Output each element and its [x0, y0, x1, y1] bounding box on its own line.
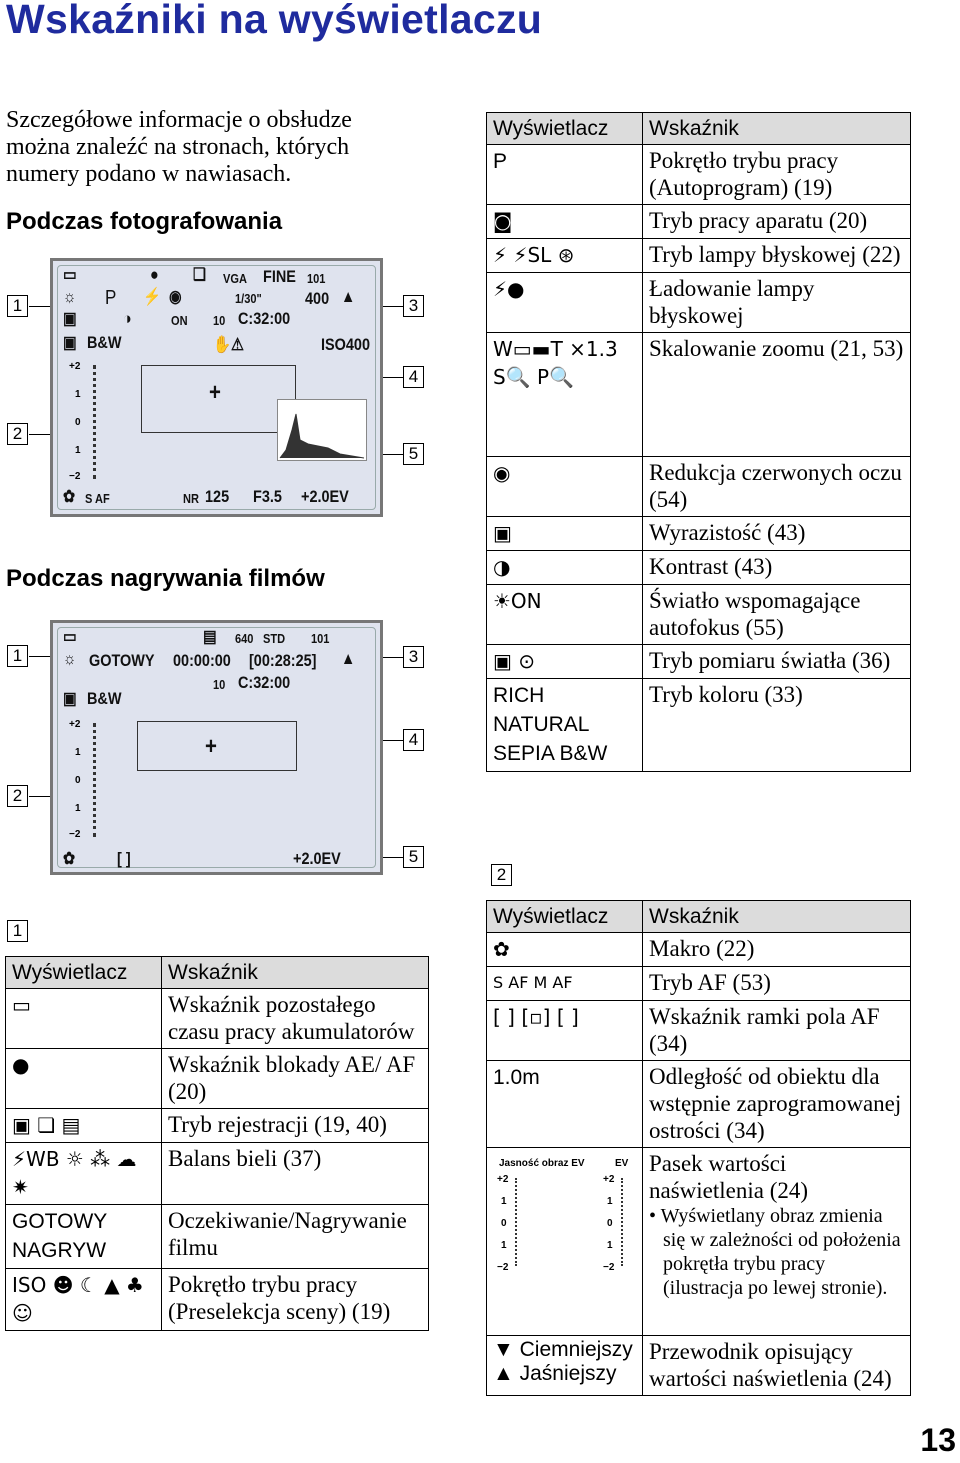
movie-quality: STD: [263, 631, 286, 646]
table-row: Jasność obraz EV EV +2 1 0 1 −2 +2 1 0 1 −2 Pasek wartości naświetlenia (24) • Wyświetlany obraz zmienia się w zależności od położenia pokrętła trybu pracy (ilustracja po lewej stronie).: [487, 1148, 911, 1336]
self-timer: 10: [213, 313, 226, 328]
battery-icon: ▭: [6, 989, 162, 1049]
camera-icon: ◙: [487, 205, 643, 239]
table-row: RICH NATURAL SEPIA B&W Tryb koloru (33): [487, 679, 911, 772]
table-row: ⚡WB ☼ ⁂ ☁ ✷ Balans bieli (37): [6, 1143, 429, 1205]
note-bullet: • Wyświetlany obraz zmienia się w zależności od położenia pokrętła trybu pracy (ilustracja po lewej stronie).: [649, 1205, 901, 1299]
table-row: ▭ Wskaźnik pozostałego czasu pracy akumulatorów: [6, 989, 429, 1049]
table-row: ◙ Tryb pracy aparatu (20): [487, 205, 911, 239]
page-title: Wskaźniki na wyświetlaczu: [6, 0, 543, 42]
recording-time: 00:00:00: [173, 651, 231, 670]
contrast-icon: ◑: [487, 551, 643, 585]
ev-scale-left: +2 1 0 1 −2: [497, 1174, 527, 1270]
table-row: ◉ Redukcja czerwonych oczu (54): [487, 457, 911, 517]
table-row: [ ] [▫] [ ] Wskaźnik ramki pola AF (34): [487, 1001, 911, 1061]
callout-3: 3: [403, 646, 424, 668]
iso-value: ISO400: [321, 335, 371, 354]
time-remaining: [00:28:25]: [249, 651, 317, 670]
af-illuminator-icon: ☀ON: [487, 585, 643, 645]
folder-number: 101: [307, 271, 326, 286]
col-display: Wyświetlacz: [6, 957, 162, 989]
speed-value: 125: [205, 487, 230, 506]
white-balance-icon: ⚡WB ☼ ⁂ ☁ ✷: [6, 1143, 162, 1205]
table-row: ▣ Wyrazistość (43): [487, 517, 911, 551]
callout-5: 5: [403, 846, 424, 868]
callout-2: 2: [7, 785, 28, 807]
table2-label: 2: [491, 864, 512, 886]
af-cross: +: [205, 733, 217, 760]
col-indicator: Wskaźnik: [643, 113, 911, 145]
flash-icon: ⚡ ⚡SL ⊛: [487, 239, 643, 273]
table-row: ● Wskaźnik blokady AE/ AF (20): [6, 1049, 429, 1109]
table-row: 1.0m Odległość od obiektu dla wstępnie zaprogramowanej ostrości (34): [487, 1061, 911, 1148]
table-row: P Pokrętło trybu pracy (Autoprogram) (19): [487, 145, 911, 205]
af-frame: [137, 721, 297, 771]
shutter-speed: 1/30": [235, 291, 262, 306]
white-balance-icon: ☼: [63, 649, 77, 668]
recording-mode-icon: ▣ ❏ ▤: [6, 1109, 162, 1143]
ev-bar-illustration: Jasność obraz EV EV +2 1 0 1 −2 +2 1 0 1 −2: [487, 1148, 643, 1336]
callout-4: 4: [403, 729, 424, 751]
callout-1: 1: [7, 645, 28, 667]
mode-p: P: [105, 287, 117, 309]
table-right-1: [486, 112, 911, 772]
red-eye-icon: ◉: [169, 287, 182, 306]
af-frame-icon: [ ]: [117, 849, 131, 868]
color-mode-text: RICH NATURAL SEPIA B&W: [487, 679, 643, 772]
flash-icon: ⚡: [143, 287, 161, 306]
clock: C:32:00: [238, 673, 291, 692]
camera-icon: ▲: [341, 287, 356, 306]
movie-size: 640: [235, 631, 254, 646]
table-row: ◑ Kontrast (43): [487, 551, 911, 585]
af-mode-text: S AF M AF: [487, 967, 643, 1001]
ev-value: +2.0EV: [301, 487, 349, 506]
movie-mode-icon: ▤: [203, 627, 217, 646]
table-row: ⚡● Ładowanie lampy błyskowej: [487, 273, 911, 333]
metering-icon: ▣ ⊙: [487, 645, 643, 679]
lcd-movie-screen: [50, 620, 383, 875]
table1-label: 1: [7, 920, 28, 942]
table-row: ▣ ⊙ Tryb pomiaru światła (36): [487, 645, 911, 679]
section-movie-heading: Podczas nagrywania filmów: [6, 565, 325, 592]
metering-icon: ▣: [63, 333, 77, 352]
table-row: W▭▬T ×1.3 S🔍 P🔍 Skalowanie zoomu (21, 53): [487, 333, 911, 457]
callout-2: 2: [7, 423, 28, 445]
movie-status: GOTOWY: [89, 651, 155, 670]
burst-icon: ❏: [193, 265, 206, 284]
white-balance-icon: ☼: [63, 287, 77, 306]
col-display: Wyświetlacz: [487, 901, 643, 933]
noise-reduction: NR: [183, 491, 199, 506]
metering-icon: ▣: [63, 689, 77, 708]
macro-icon: ✿: [63, 487, 76, 506]
table-row: ✿ Makro (22): [487, 933, 911, 967]
col-indicator: Wskaźnik: [162, 957, 429, 989]
callout-4: 4: [403, 366, 424, 388]
table-row: ISO ☻ ☾ ▲ ♣ ☺ Pokrętło trybu pracy (Preselekcja sceny) (19): [6, 1269, 429, 1331]
page-number: 13: [920, 1422, 956, 1458]
remaining-shots: 400: [305, 289, 330, 308]
callout-5: 5: [403, 443, 424, 465]
table-row: GOTOWY NAGRYW Oczekiwanie/Nagrywanie filmu: [6, 1205, 429, 1269]
ev-scale-right: +2 1 0 1 −2: [603, 1174, 633, 1270]
self-timer: 10: [213, 677, 226, 692]
ev-scale: +2 1 0 1 −2: [65, 361, 109, 486]
ev-value: +2.0EV: [293, 849, 341, 868]
col-indicator: Wskaźnik: [643, 901, 911, 933]
col-display: Wyświetlacz: [487, 113, 643, 145]
ev-scale: +2 1 0 1 −2: [65, 719, 109, 844]
ae-lock-icon: ●: [6, 1049, 162, 1109]
red-eye-icon: ◉: [487, 457, 643, 517]
sharpness-icon: ▣: [63, 309, 77, 328]
section-photo-heading: Podczas fotografowania: [6, 208, 283, 235]
sharpness-icon: ▣: [487, 517, 643, 551]
color-mode: B&W: [87, 689, 122, 708]
ae-lock-icon: ●: [150, 265, 159, 284]
contrast-icon: ◑: [123, 309, 132, 328]
table-row: ⚡ ⚡SL ⊛ Tryb lampy błyskowej (22): [487, 239, 911, 273]
mode-p: P: [487, 145, 643, 205]
af-illuminator: ON: [171, 313, 188, 328]
aperture-value: F3.5: [253, 487, 282, 506]
camera-icon: ▲: [341, 649, 356, 668]
callout-3: 3: [403, 295, 424, 317]
af-frame-icon: [ ] [▫] [ ]: [487, 1001, 643, 1061]
quality: FINE: [263, 267, 296, 286]
folder-number: 101: [311, 631, 330, 646]
callout-1: 1: [7, 295, 28, 317]
lcd-photo-screen: [50, 258, 383, 517]
table-row: ▼ Ciemniejszy ▲ Jaśniejszy Przewodnik opisujący wartości naświetlenia (24): [487, 1336, 911, 1396]
table-row: ☀ON Światło wspomagające autofokus (55): [487, 585, 911, 645]
af-mode: S AF: [85, 491, 110, 506]
table-row: ▣ ❏ ▤ Tryb rejestracji (19, 40): [6, 1109, 429, 1143]
table-row: S AF M AF Tryb AF (53): [487, 967, 911, 1001]
focus-distance: 1.0m: [487, 1061, 643, 1148]
intro-text: Szczegółowe informacje o obsłudze można znaleźć na stronach, których numery podano w nawiasach.: [6, 107, 352, 187]
macro-icon: ✿: [63, 849, 76, 868]
scene-selection-icon: ISO ☻ ☾ ▲ ♣ ☺: [6, 1269, 162, 1331]
image-size: VGA: [223, 271, 247, 286]
histogram: [277, 399, 367, 461]
movie-status-text: GOTOWY NAGRYW: [6, 1205, 162, 1269]
macro-icon: ✿: [487, 933, 643, 967]
clock: C:32:00: [238, 309, 291, 328]
flash-charging-icon: ⚡●: [487, 273, 643, 333]
shake-warning-icon: ✋⚠: [213, 335, 244, 354]
zoom-scale-icon: W▭▬T ×1.3 S🔍 P🔍: [487, 333, 643, 457]
af-cross: +: [209, 379, 221, 406]
battery-icon: ▭: [63, 265, 77, 284]
battery-icon: ▭: [63, 627, 77, 646]
ev-guide-text: ▼ Ciemniejszy ▲ Jaśniejszy: [487, 1336, 643, 1396]
table-1: [5, 956, 429, 1331]
table-2: [486, 900, 911, 1396]
color-mode: B&W: [87, 333, 122, 352]
